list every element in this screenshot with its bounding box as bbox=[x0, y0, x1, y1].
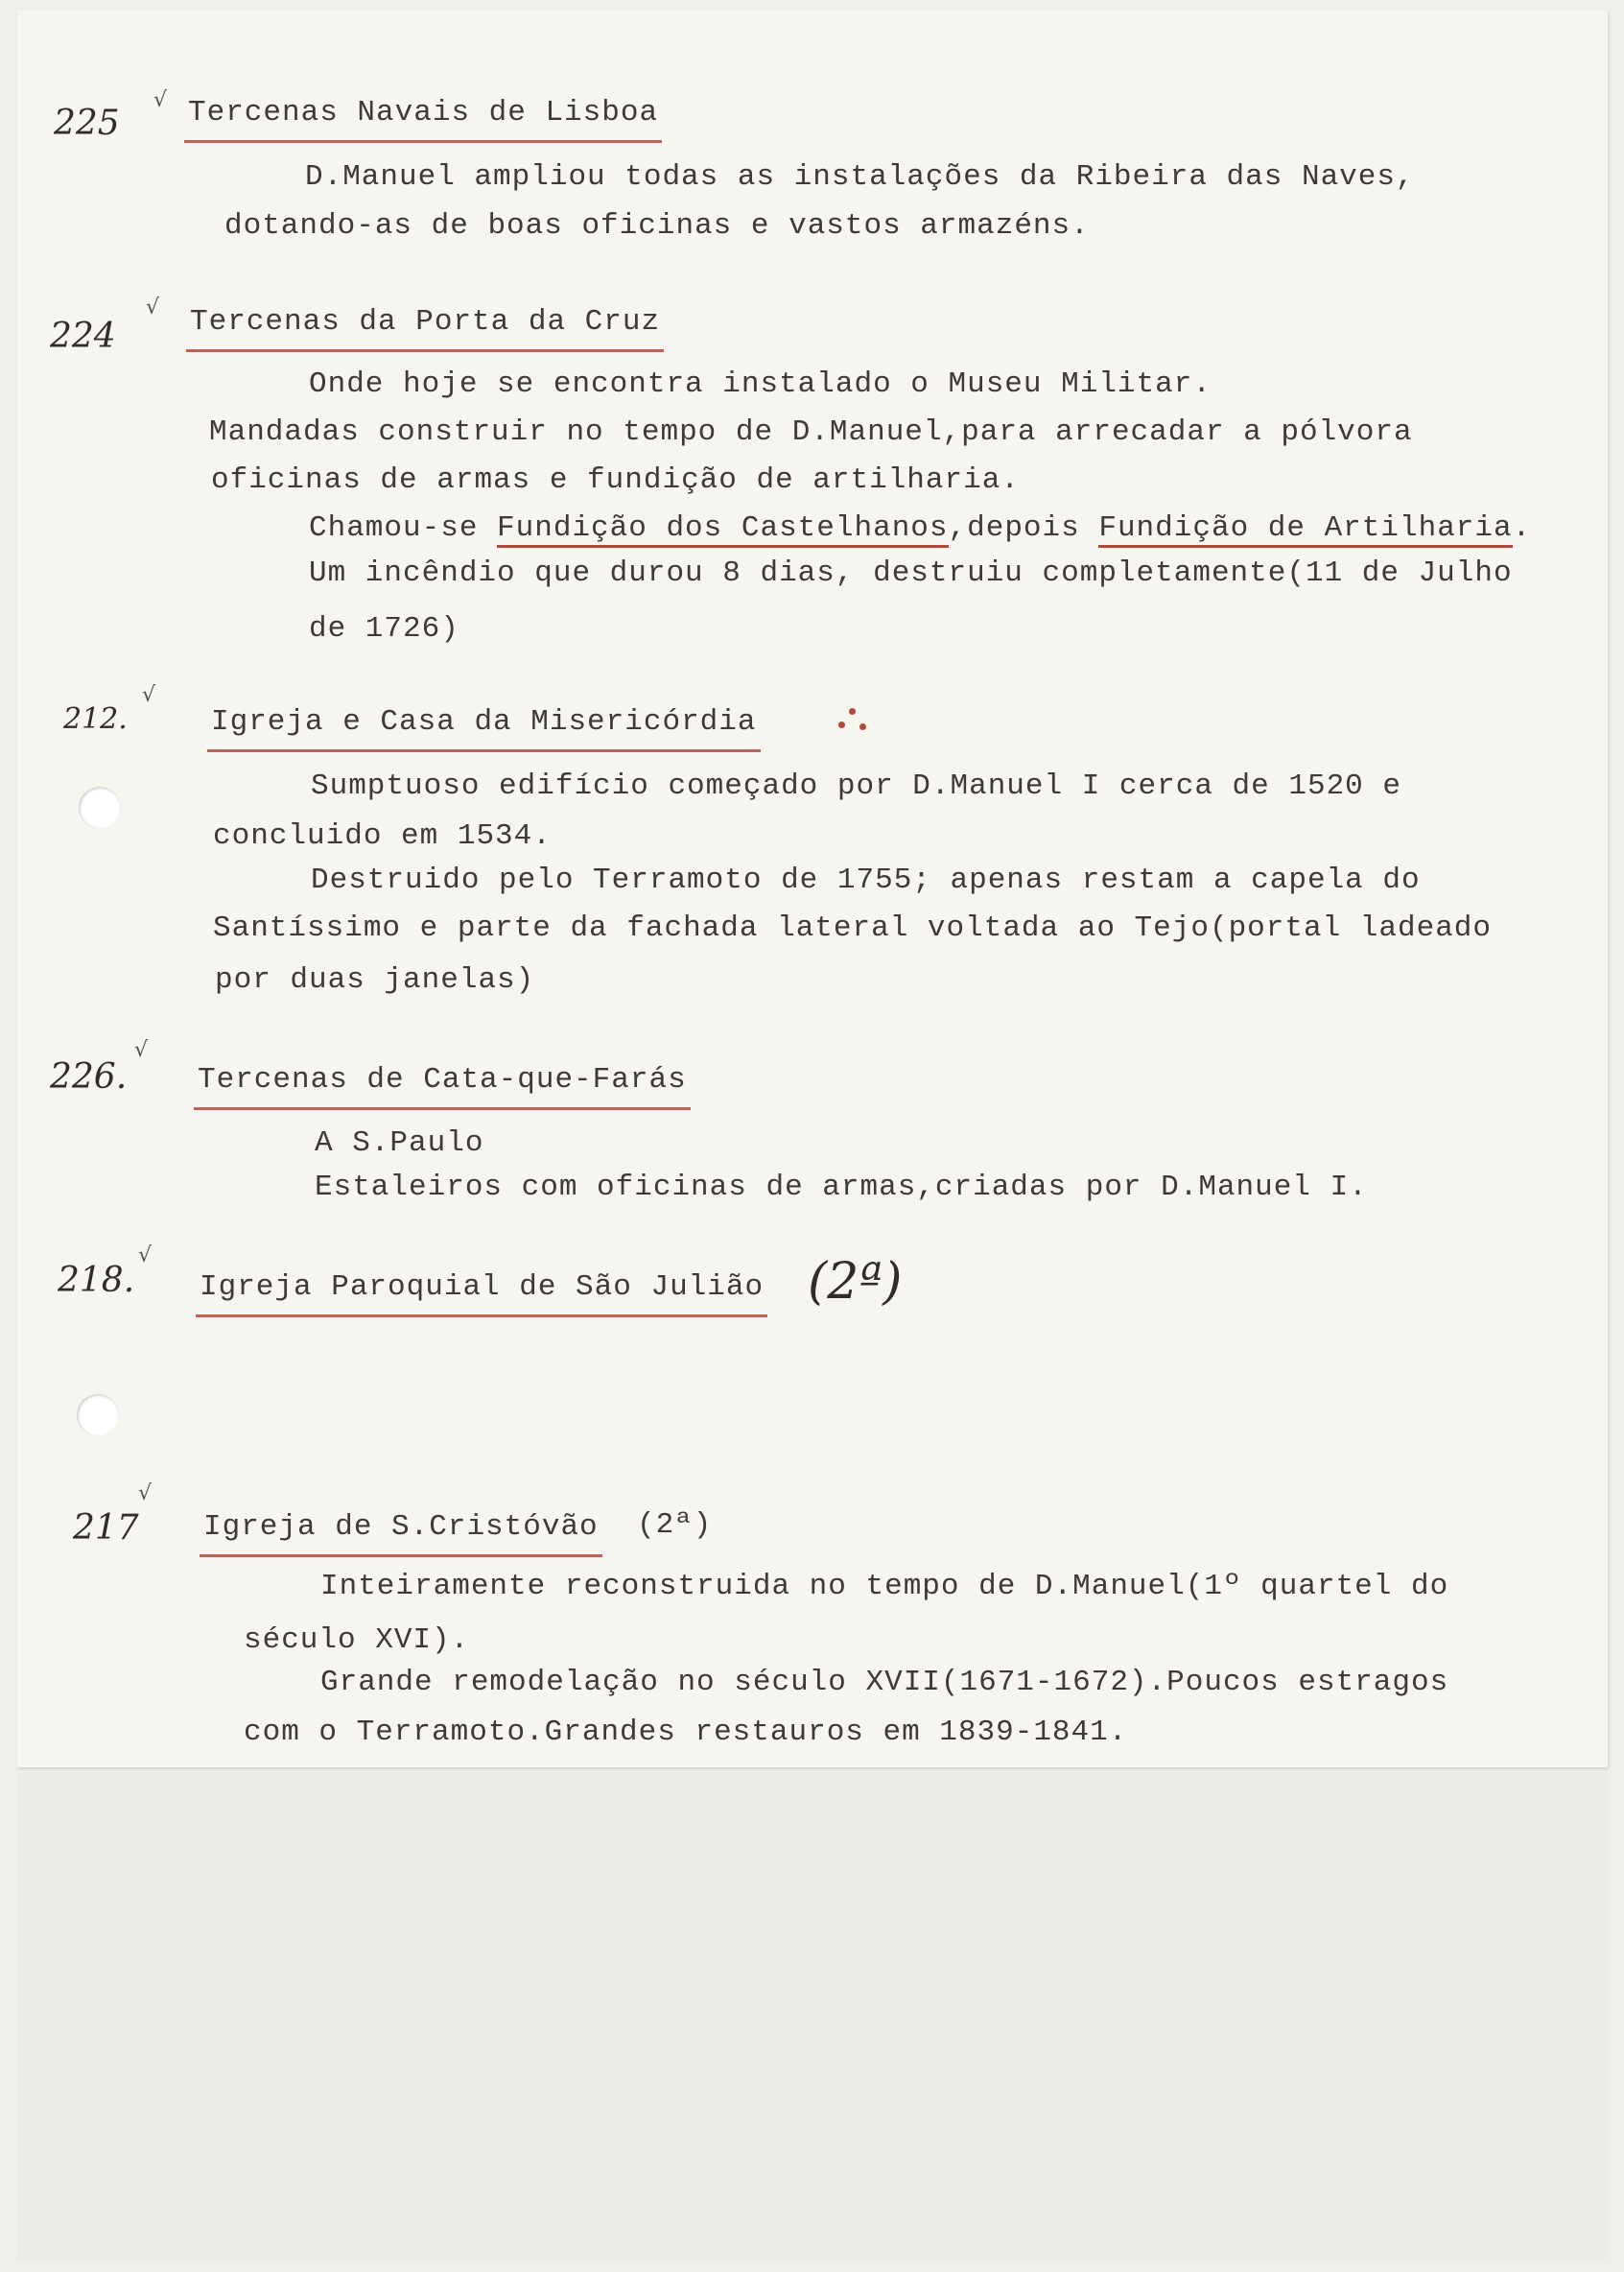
entry-title: Tercenas da Porta da Cruz bbox=[190, 305, 661, 339]
text-line: Grande remodelação no século XVII(1671-1672).Poucos estragos bbox=[320, 1666, 1449, 1699]
text-line: A S.Paulo bbox=[315, 1126, 484, 1160]
backing-sheet bbox=[17, 1771, 1608, 2260]
check-mark: √ bbox=[138, 1243, 153, 1267]
text-line: com o Terramoto.Grandes restauros em 1839-1841. bbox=[244, 1716, 1128, 1749]
text-line: século XVI). bbox=[244, 1623, 470, 1657]
punch-hole-top bbox=[79, 787, 121, 829]
text-line: Onde hoje se encontra instalado o Museu Militar. bbox=[309, 367, 1212, 401]
entry-title: Tercenas Navais de Lisboa bbox=[188, 96, 659, 130]
text-segment: ,depois bbox=[948, 511, 1099, 545]
text-line: por duas janelas) bbox=[215, 963, 535, 997]
text-segment: Chamou-se bbox=[309, 511, 498, 545]
entry-number: 212. bbox=[63, 702, 128, 736]
text-line: de 1726) bbox=[309, 612, 459, 646]
entry-number: 218. bbox=[58, 1261, 135, 1300]
punch-hole-bottom bbox=[77, 1394, 119, 1436]
text-line: Santíssimo e parte da fachada lateral voltada ao Tejo(portal ladeado bbox=[213, 911, 1493, 945]
text-line: Um incêndio que durou 8 dias, destruiu completamente(11 de Julho bbox=[309, 556, 1513, 590]
text-line bbox=[309, 511, 1531, 545]
entry-title: Igreja e Casa da Misericórdia bbox=[211, 705, 757, 739]
text-line: concluido em 1534. bbox=[213, 819, 552, 853]
check-mark: √ bbox=[138, 1481, 153, 1505]
text-line: oficinas de armas e fundição de artilharia. bbox=[211, 463, 1020, 497]
text-line: Estaleiros com oficinas de armas,criadas por D.Manuel I. bbox=[315, 1171, 1368, 1204]
underlined-term: Fundição de Artilharia bbox=[1098, 511, 1512, 548]
entry-title: Igreja de S.Cristóvão bbox=[203, 1510, 599, 1544]
red-dots-mark bbox=[838, 708, 867, 733]
text-line: Inteiramente reconstruida no tempo de D.Manuel(1º quartel do bbox=[320, 1570, 1449, 1603]
text-line: dotando-as de boas oficinas e vastos armazéns. bbox=[224, 209, 1090, 243]
text-line: Sumptuoso edifício começado por D.Manuel I cerca de 1520 e bbox=[311, 769, 1401, 803]
entry-title: Igreja Paroquial de São Julião bbox=[200, 1270, 765, 1304]
text-line: D.Manuel ampliou todas as instalações da Ribeira das Naves, bbox=[305, 160, 1415, 194]
entry-number: 217 bbox=[73, 1508, 139, 1548]
text-line: Destruido pelo Terramoto de 1755; apenas restam a capela do bbox=[311, 864, 1421, 897]
handwritten-note: (2ª) bbox=[808, 1253, 903, 1311]
entry-title: Tercenas de Cata-que-Farás bbox=[198, 1063, 687, 1097]
check-mark: √ bbox=[142, 683, 156, 707]
check-mark: √ bbox=[153, 88, 168, 112]
check-mark: √ bbox=[134, 1038, 149, 1062]
entry-number: 224 bbox=[50, 317, 116, 356]
underlined-term: Fundição dos Castelhanos bbox=[497, 511, 948, 548]
entry-title-suffix: (2ª) bbox=[637, 1508, 713, 1542]
check-mark: √ bbox=[146, 296, 160, 320]
entry-number: 226. bbox=[50, 1057, 128, 1097]
text-segment: . bbox=[1512, 511, 1532, 545]
text-line: Mandadas construir no tempo de D.Manuel,para arrecadar a pólvora bbox=[209, 415, 1413, 449]
entry-number: 225 bbox=[54, 104, 120, 143]
